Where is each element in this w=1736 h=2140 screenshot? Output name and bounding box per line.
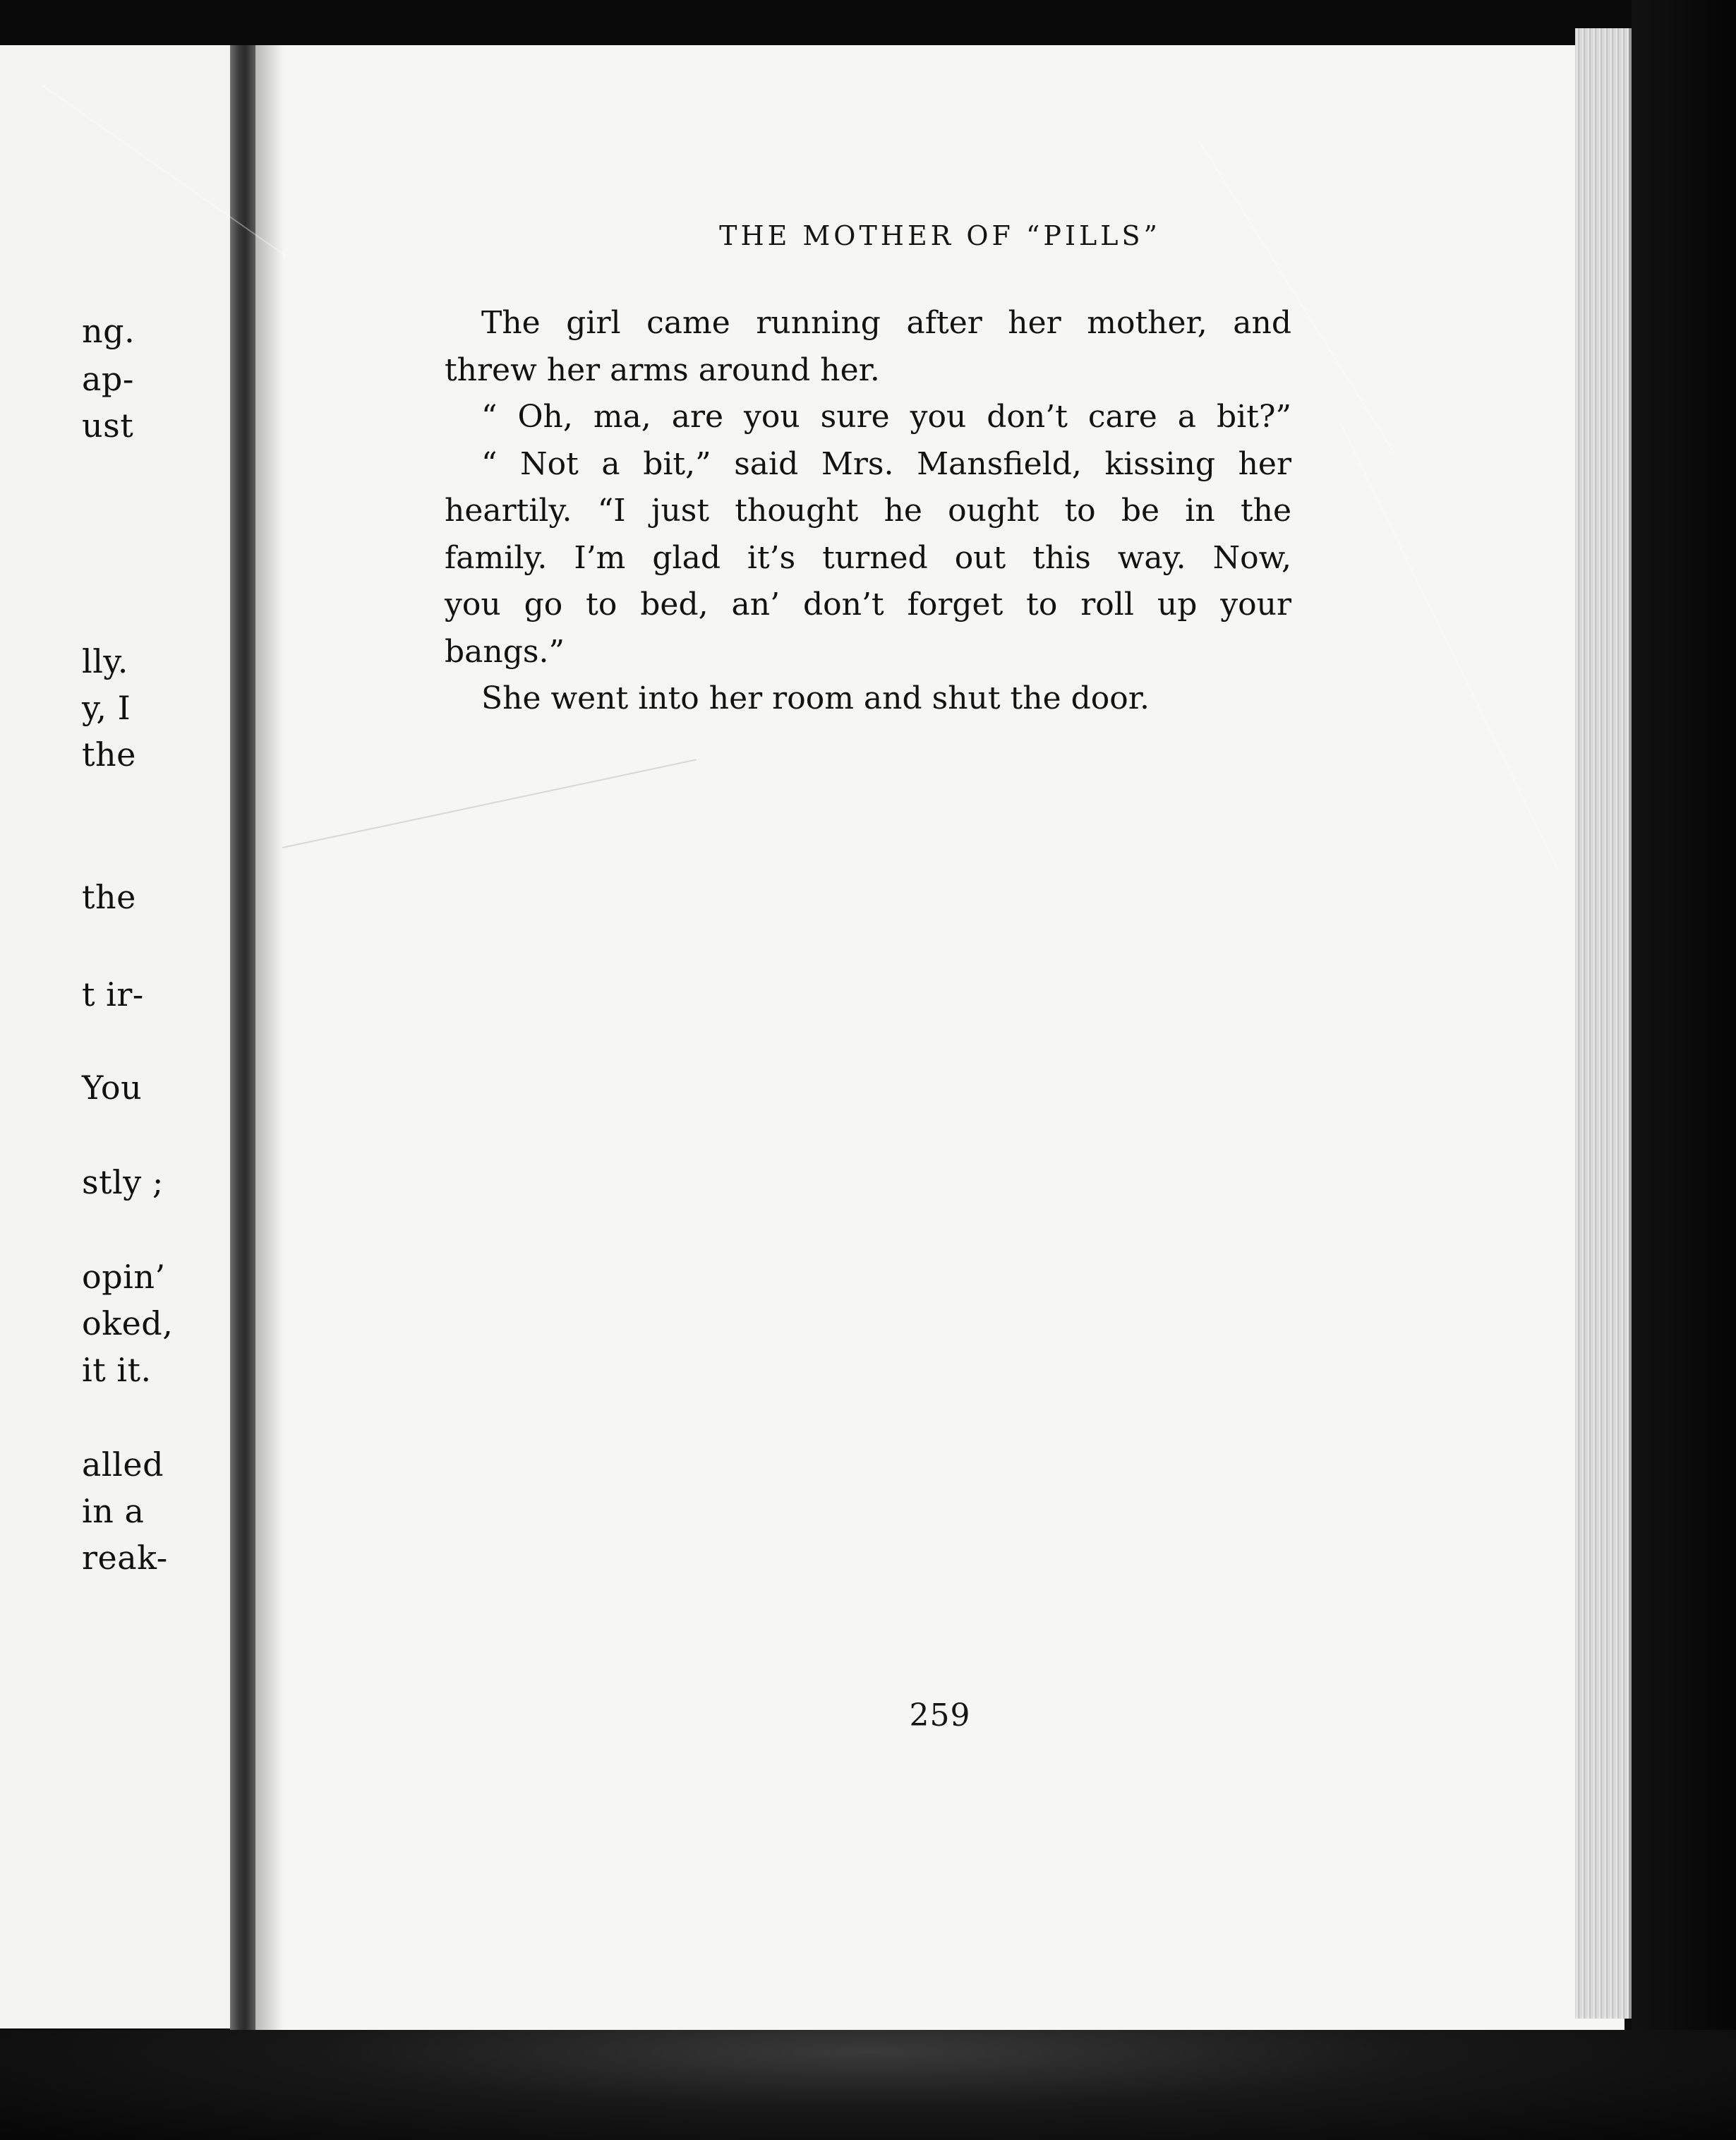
left-page-fragment: opin’ (82, 1258, 166, 1296)
left-page (0, 45, 230, 2028)
scan-background-right (1632, 0, 1736, 2140)
left-page-fragment: t ir- (82, 975, 144, 1014)
text-line: heartily. “I just thought he ought to be in the (445, 493, 1291, 529)
body-text (445, 300, 1291, 723)
scan-background-top (0, 0, 1736, 45)
left-page-fragment: lly. (82, 642, 128, 680)
text-line: bangs.” (445, 633, 565, 670)
left-page-fragment: reak- (82, 1539, 168, 1577)
left-page-fragment: in a (82, 1492, 145, 1530)
running-head: THE MOTHER OF “PILLS” (719, 220, 1161, 251)
left-page-fragment: oked, (82, 1304, 174, 1342)
left-page-fragment: alled (82, 1445, 164, 1484)
left-page-fragment: y, I (82, 689, 131, 727)
text-line: She went into her room and shut the door. (481, 680, 1150, 716)
left-page-fragment: ng. (82, 312, 135, 350)
book-gutter (230, 45, 255, 2030)
left-page-fragment: ap- (82, 360, 134, 398)
left-page-fragment: the (82, 735, 136, 774)
text-line: threw her arms around her. (445, 351, 880, 388)
text-line: family. I’m glad it’s turned out this way. Now, (445, 539, 1291, 576)
left-page-fragment: the (82, 878, 136, 916)
scan-background-bottom (0, 2030, 1736, 2140)
left-page-fragment: ust (82, 407, 134, 445)
text-line: you go to bed, an’ don’t forget to roll up your (445, 587, 1291, 623)
left-page-fragment: You (82, 1069, 143, 1107)
left-page-fragment: stly ; (82, 1163, 164, 1201)
text-line: “ Not a bit,” said Mrs. Mansfield, kissing her (481, 445, 1291, 482)
page-number: 259 (909, 1697, 971, 1733)
left-page-fragment: it it. (82, 1351, 152, 1389)
text-line: The girl came running after her mother, and (481, 305, 1291, 341)
text-line: “ Oh, ma, are you sure you don’t care a bit?” (481, 399, 1291, 435)
